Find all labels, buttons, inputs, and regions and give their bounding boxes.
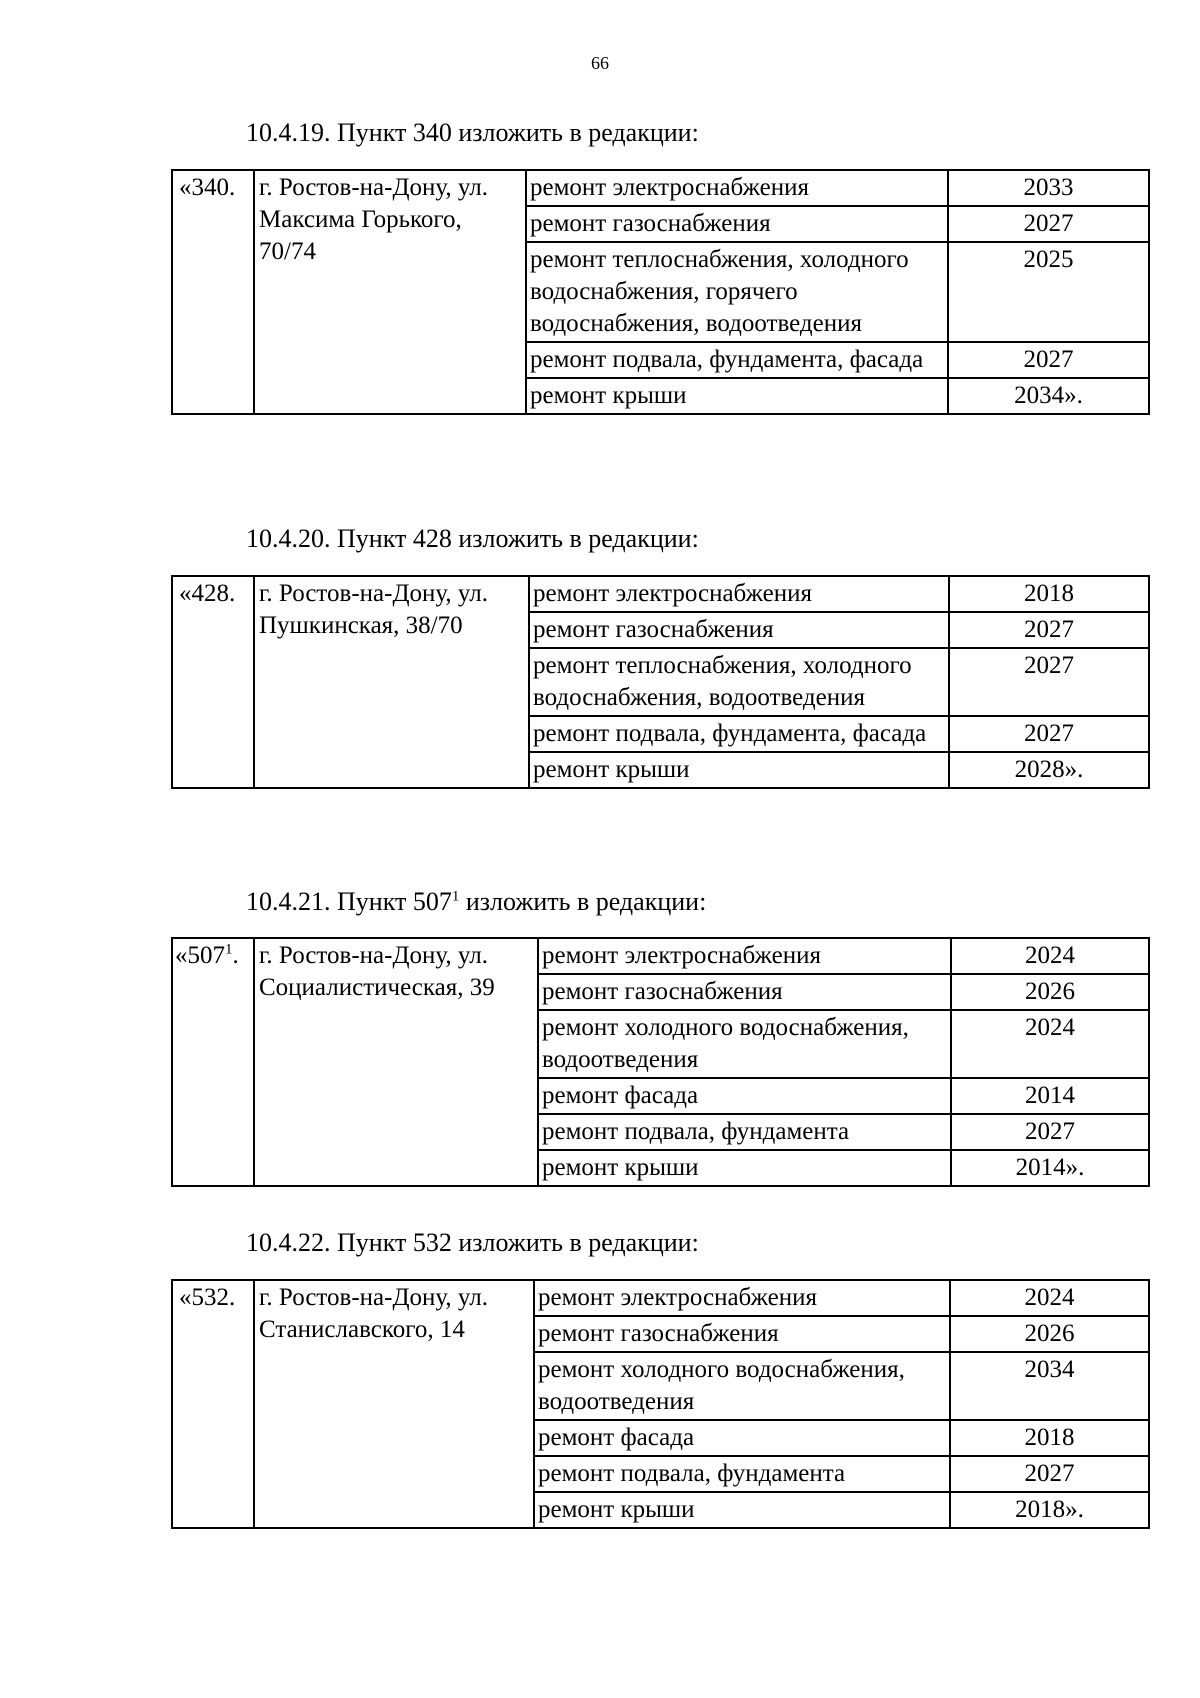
table-item-340 bbox=[171, 169, 1150, 415]
work-type: ремонт крыши bbox=[538, 1150, 951, 1186]
work-year: 2028». bbox=[949, 752, 1149, 788]
section-heading-340: 10.4.19. Пункт 340 изложить в редакции: bbox=[246, 118, 699, 147]
work-type: ремонт теплоснабжения, холодного водоснабжения, водоотведения bbox=[529, 648, 949, 716]
page-number: 66 bbox=[591, 53, 609, 73]
work-type: ремонт газоснабжения bbox=[538, 974, 951, 1010]
work-year: 2018 bbox=[950, 1420, 1149, 1456]
work-year: 2027 bbox=[949, 716, 1149, 752]
work-type: ремонт газоснабжения bbox=[529, 612, 949, 648]
table-item-507-1 bbox=[171, 937, 1150, 1187]
work-type: ремонт газоснабжения bbox=[526, 206, 948, 242]
section-heading-428: 10.4.20. Пункт 428 изложить в редакции: bbox=[246, 524, 699, 553]
item-number-superscript: 1 bbox=[225, 941, 233, 958]
work-year: 2027 bbox=[948, 206, 1149, 242]
work-type: ремонт холодного водоснабжения, водоотведения bbox=[534, 1352, 950, 1420]
table-row bbox=[172, 938, 1149, 974]
work-year: 2024 bbox=[950, 1280, 1149, 1316]
heading-superscript: 1 bbox=[451, 888, 460, 905]
section-heading-507-1 bbox=[246, 887, 706, 917]
work-year: 2026 bbox=[950, 1316, 1149, 1352]
item-address: г. Ростов-на-Дону, ул. Пушкинская, 38/70 bbox=[254, 576, 529, 788]
work-year: 2026 bbox=[951, 974, 1149, 1010]
work-type: ремонт подвала, фундамента, фасада bbox=[529, 716, 949, 752]
table-row bbox=[172, 576, 1149, 612]
item-number-text: «507 bbox=[175, 942, 225, 969]
heading-text: изложить в редакции: bbox=[459, 887, 707, 916]
work-type: ремонт электроснабжения bbox=[538, 938, 951, 974]
work-type: ремонт электроснабжения bbox=[526, 170, 948, 206]
item-number: «428. bbox=[172, 576, 254, 788]
item-address: г. Ростов-на-Дону, ул. Станиславского, 14 bbox=[254, 1280, 534, 1528]
item-number-dot: . bbox=[232, 942, 239, 969]
work-year: 2018 bbox=[949, 576, 1149, 612]
work-year: 2027 bbox=[948, 342, 1149, 378]
table-row bbox=[172, 1280, 1149, 1316]
work-year: 2018». bbox=[950, 1492, 1149, 1528]
work-year: 2024 bbox=[951, 938, 1149, 974]
item-address: г. Ростов-на-Дону, ул. Социалистическая, 39 bbox=[254, 938, 538, 1186]
work-type: ремонт крыши bbox=[534, 1492, 950, 1528]
work-type: ремонт холодного водоснабжения, водоотведения bbox=[538, 1010, 951, 1078]
work-type: ремонт газоснабжения bbox=[534, 1316, 950, 1352]
work-year: 2024 bbox=[951, 1010, 1149, 1078]
item-address: г. Ростов-на-Дону, ул. Максима Горького, 70/74 bbox=[254, 170, 526, 414]
item-number bbox=[172, 938, 254, 1186]
work-type: ремонт теплоснабжения, холодного водоснабжения, горячего водоснабжения, водоотведения bbox=[526, 242, 948, 342]
work-year: 2025 bbox=[948, 242, 1149, 342]
work-year: 2027 bbox=[950, 1456, 1149, 1492]
work-type: ремонт электроснабжения bbox=[529, 576, 949, 612]
work-year: 2014». bbox=[951, 1150, 1149, 1186]
work-year: 2027 bbox=[949, 612, 1149, 648]
table-item-428 bbox=[171, 575, 1150, 789]
work-year: 2027 bbox=[951, 1114, 1149, 1150]
work-year: 2034 bbox=[950, 1352, 1149, 1420]
work-type: ремонт крыши bbox=[529, 752, 949, 788]
work-type: ремонт фасада bbox=[538, 1078, 951, 1114]
work-year: 2034». bbox=[948, 378, 1149, 414]
table-item-532 bbox=[171, 1279, 1150, 1529]
work-type: ремонт крыши bbox=[526, 378, 948, 414]
heading-text: 10.4.21. Пункт 507 bbox=[246, 887, 452, 916]
work-year: 2027 bbox=[949, 648, 1149, 716]
work-year: 2033 bbox=[948, 170, 1149, 206]
work-year: 2014 bbox=[951, 1078, 1149, 1114]
work-type: ремонт фасада bbox=[534, 1420, 950, 1456]
work-type: ремонт подвала, фундамента bbox=[534, 1456, 950, 1492]
section-heading-532: 10.4.22. Пункт 532 изложить в редакции: bbox=[246, 1228, 699, 1257]
work-type: ремонт подвала, фундамента, фасада bbox=[526, 342, 948, 378]
item-number: «532. bbox=[172, 1280, 254, 1528]
work-type: ремонт электроснабжения bbox=[534, 1280, 950, 1316]
item-number: «340. bbox=[172, 170, 254, 414]
work-type: ремонт подвала, фундамента bbox=[538, 1114, 951, 1150]
table-row bbox=[172, 170, 1149, 206]
